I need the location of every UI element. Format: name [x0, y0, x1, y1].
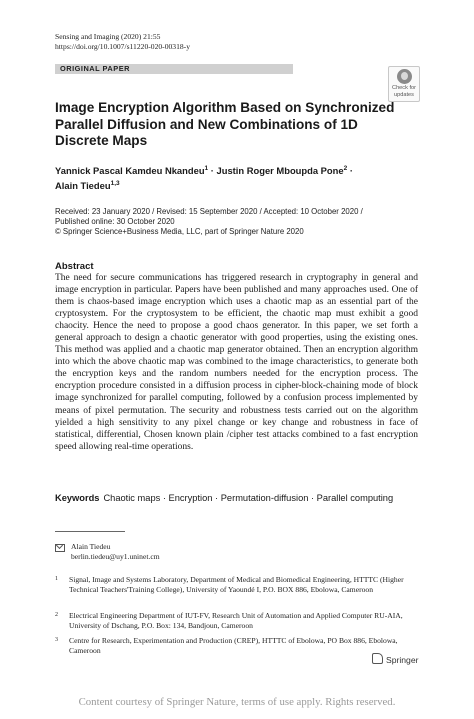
doi-link[interactable]: https://doi.org/10.1007/s11220-020-00318-y — [55, 42, 191, 51]
footnote-divider — [55, 531, 125, 532]
abstract-text: The need for secure communications has triggered research in cryptography in general and image encryption in particular. Papers have been published and many approaches used. One of them is chaos-based image encryption which uses a chaotic map as an essential part of the cryptosystem. For the cryptosystem to be efficient, the chaotic map must exhibit a good chaocity. Hence the need to propose a good chaos generator. In this paper, we set forth a general approach to design a chaotic generator with good properties, using the existing ones. This method was applied and a chaotic map generator obtained. Then an encryption algorithm into which the above chaotic map was combined to the image characteristics, to generate both the encryption keys and the random numbers needed for the encryption process. The encryption procedure consisted in a diffusion process in cipher-block-chaining mode of block image synchronized for parallel computing, followed by a confusion process implemented by means of pixel permutation. The security and robustness tests carried out on the algorithm yielded a high sensitivity to any pixel change or key change and robustness in face of statistical, differential, Chosen known plain /cipher test attacks combined to a fast encryption speed allowing real-time operations. — [55, 273, 418, 452]
paper-title: Image Encryption Algorithm Based on Synchronized Parallel Diffusion and New Combinations of 1D Discrete Maps — [55, 100, 395, 148]
affiliation-ref: 1,3 — [110, 179, 120, 187]
publication-dates — [55, 207, 415, 237]
affiliation-ref: 2 — [343, 165, 348, 172]
author-name[interactable]: Justin Roger Mboupda Pone — [216, 165, 344, 177]
corresponding-email[interactable]: berlin.tiedeu@uy1.uninet.cm — [71, 552, 160, 562]
article-type-banner — [55, 64, 293, 74]
keywords-label: Keywords — [55, 493, 100, 503]
affiliation-ref: 1 — [204, 165, 209, 172]
affiliation-number: 1 — [55, 576, 58, 582]
corresponding-author: Alain Tiedeu — [71, 542, 111, 551]
check-updates-icon — [397, 69, 412, 84]
article-type-label: ORIGINAL PAPER — [60, 64, 130, 73]
springer-horse-icon — [372, 653, 383, 664]
author-name[interactable]: Yannick Pascal Kamdeu Nkandeu — [55, 165, 205, 177]
copyright-line: © Springer Science+Business Media, LLC, part of Springer Nature 2020 — [55, 227, 304, 236]
footer-notice: Content courtesy of Springer Nature, terms of use apply. Rights reserved. — [78, 696, 396, 708]
check-for-updates-badge[interactable] — [388, 66, 420, 102]
affiliation-text: Centre for Research, Experimentation and Production (CREP), HTTTC of Ebolowa, PO Box 886, Ebolowa, Cameroon — [69, 636, 398, 656]
publisher-name: Springer — [386, 655, 419, 665]
dates-line: Published online: 30 October 2020 — [55, 217, 175, 226]
keywords — [55, 492, 425, 505]
author-name[interactable]: Alain Tiedeu — [55, 179, 111, 191]
springer-logo — [372, 653, 418, 666]
check-updates-line-2: updates — [394, 92, 414, 98]
dates-line: Received: 23 January 2020 / Revised: 15 September 2020 / Accepted: 10 October 2020 / — [55, 207, 363, 216]
affiliation-number: 2 — [55, 612, 58, 618]
author-separator: · — [208, 165, 217, 177]
journal-citation: Sensing and Imaging (2020) 21:55 — [55, 32, 161, 41]
check-updates-line-1: Check for — [392, 85, 416, 91]
affiliation-number: 3 — [55, 637, 58, 643]
journal-header — [55, 32, 190, 52]
affiliation-text: Electrical Engineering Department of IUT-FV, Research Unit of Automation and Applied Computer RU-AIA, University of Dschang, P.O. Box: 134, Bandjoun, Cameroon — [69, 611, 403, 631]
keywords-list: Chaotic maps · Encryption · Permutation-diffusion · Parallel computing — [103, 493, 394, 503]
envelope-icon — [55, 544, 65, 552]
affiliation-text: Signal, Image and Systems Laboratory, Department of Medical and Biomedical Engineering, HTTTC (Higher Technical Teachers'Training College), University of Yaoundé I, P.O. BOX 886, Ebolowa, Cameroon — [69, 575, 404, 595]
author-separator: · — [347, 165, 353, 177]
abstract-heading: Abstract — [55, 261, 94, 272]
author-list — [55, 163, 385, 192]
